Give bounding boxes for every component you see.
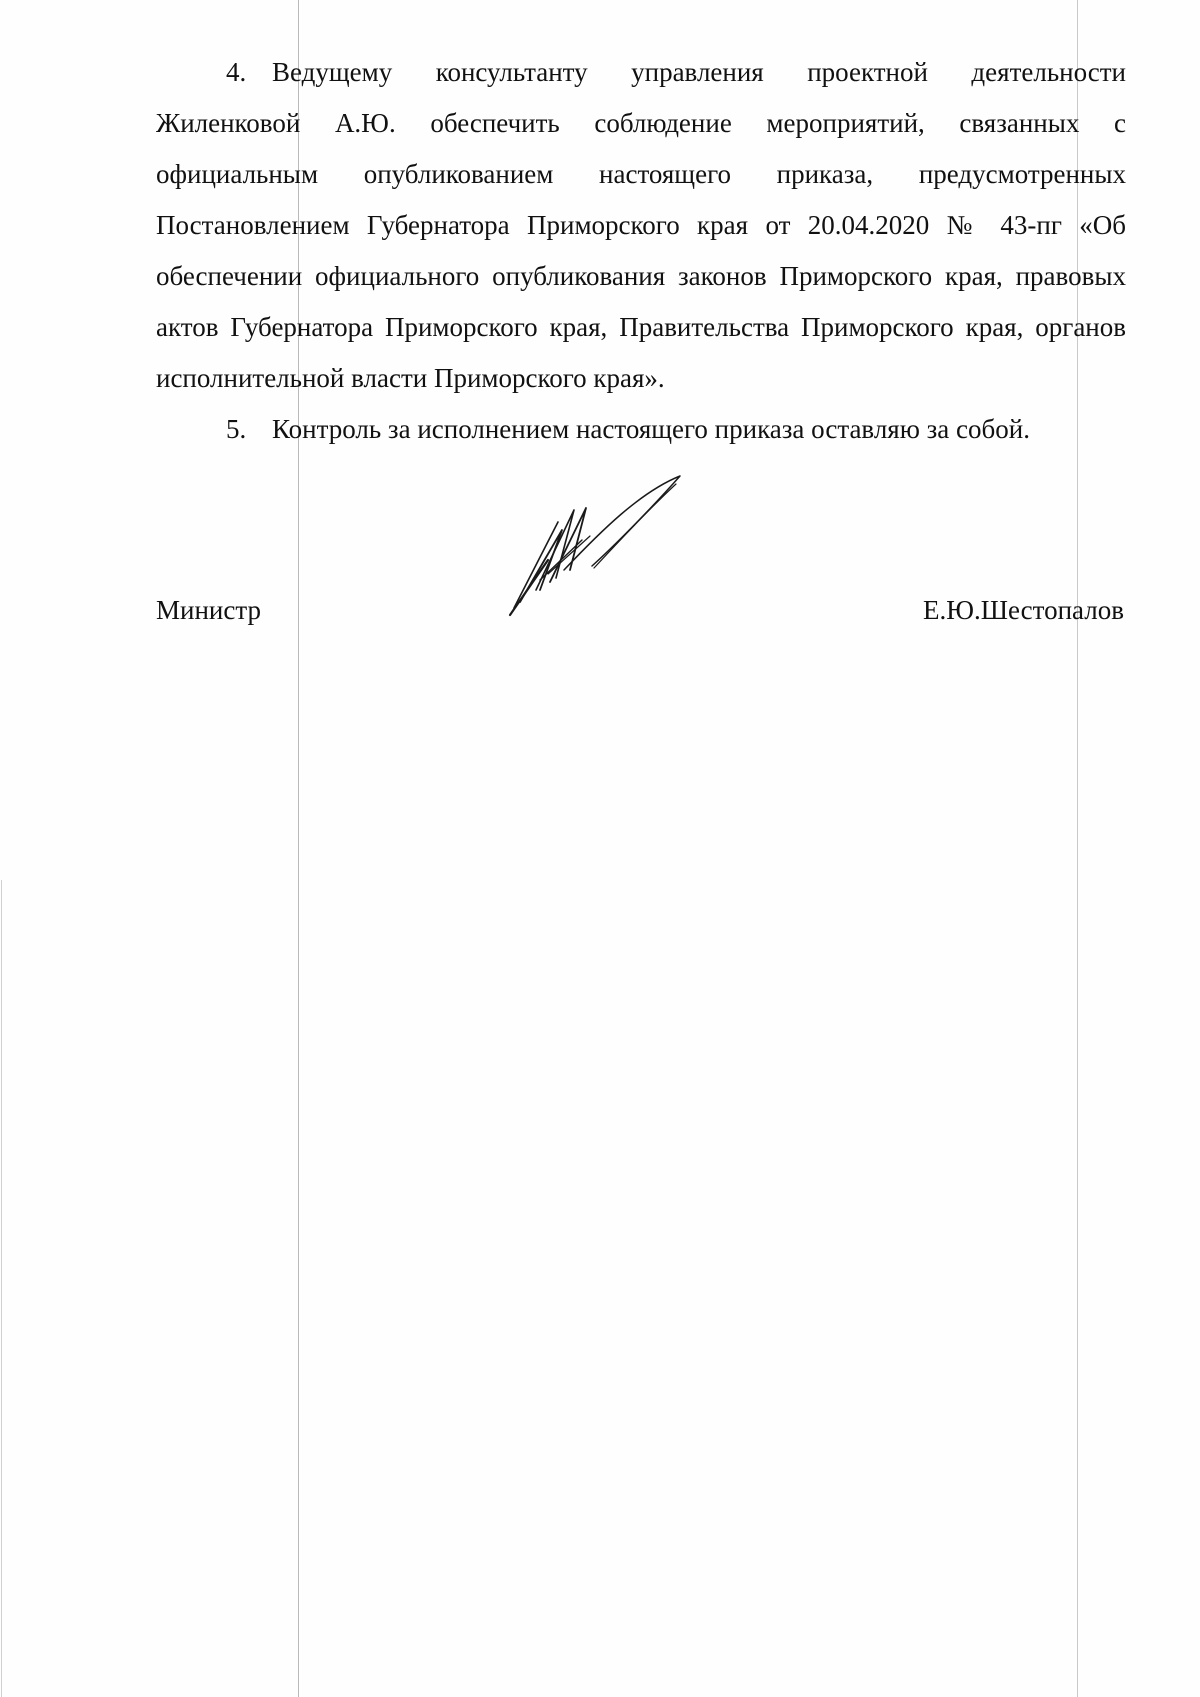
- signature-row: [156, 590, 1126, 630]
- paragraph-text: Контроль за исполнением настоящего приказа оставляю за собой.: [272, 414, 1030, 444]
- paragraph-5: [156, 404, 1126, 455]
- paragraph-number: 5.: [226, 414, 247, 444]
- document-body: [156, 47, 1126, 455]
- paragraph-text: Ведущему консультанту управления проектной деятельности Жиленковой А.Ю. обеспечить соблюдение мероприятий, связанных с официальным опубликованием настоящего приказа, предусмотренных Постановлением Губернатора Приморского края от 20.04.2020 № 43-пг «Об обеспечении официального опубликования законов Приморского края, правовых актов Губернатора Приморского края, Правительства Приморского края, органов исполнительной власти Приморского края».: [156, 57, 1126, 393]
- signatory-name: Е.Ю.Шестопалов: [923, 595, 1124, 625]
- scan-artifact-line: [1, 880, 2, 1697]
- paragraph-number: 4.: [226, 57, 247, 87]
- paragraph-4: [156, 47, 1126, 404]
- signatory-role: Министр: [156, 595, 261, 625]
